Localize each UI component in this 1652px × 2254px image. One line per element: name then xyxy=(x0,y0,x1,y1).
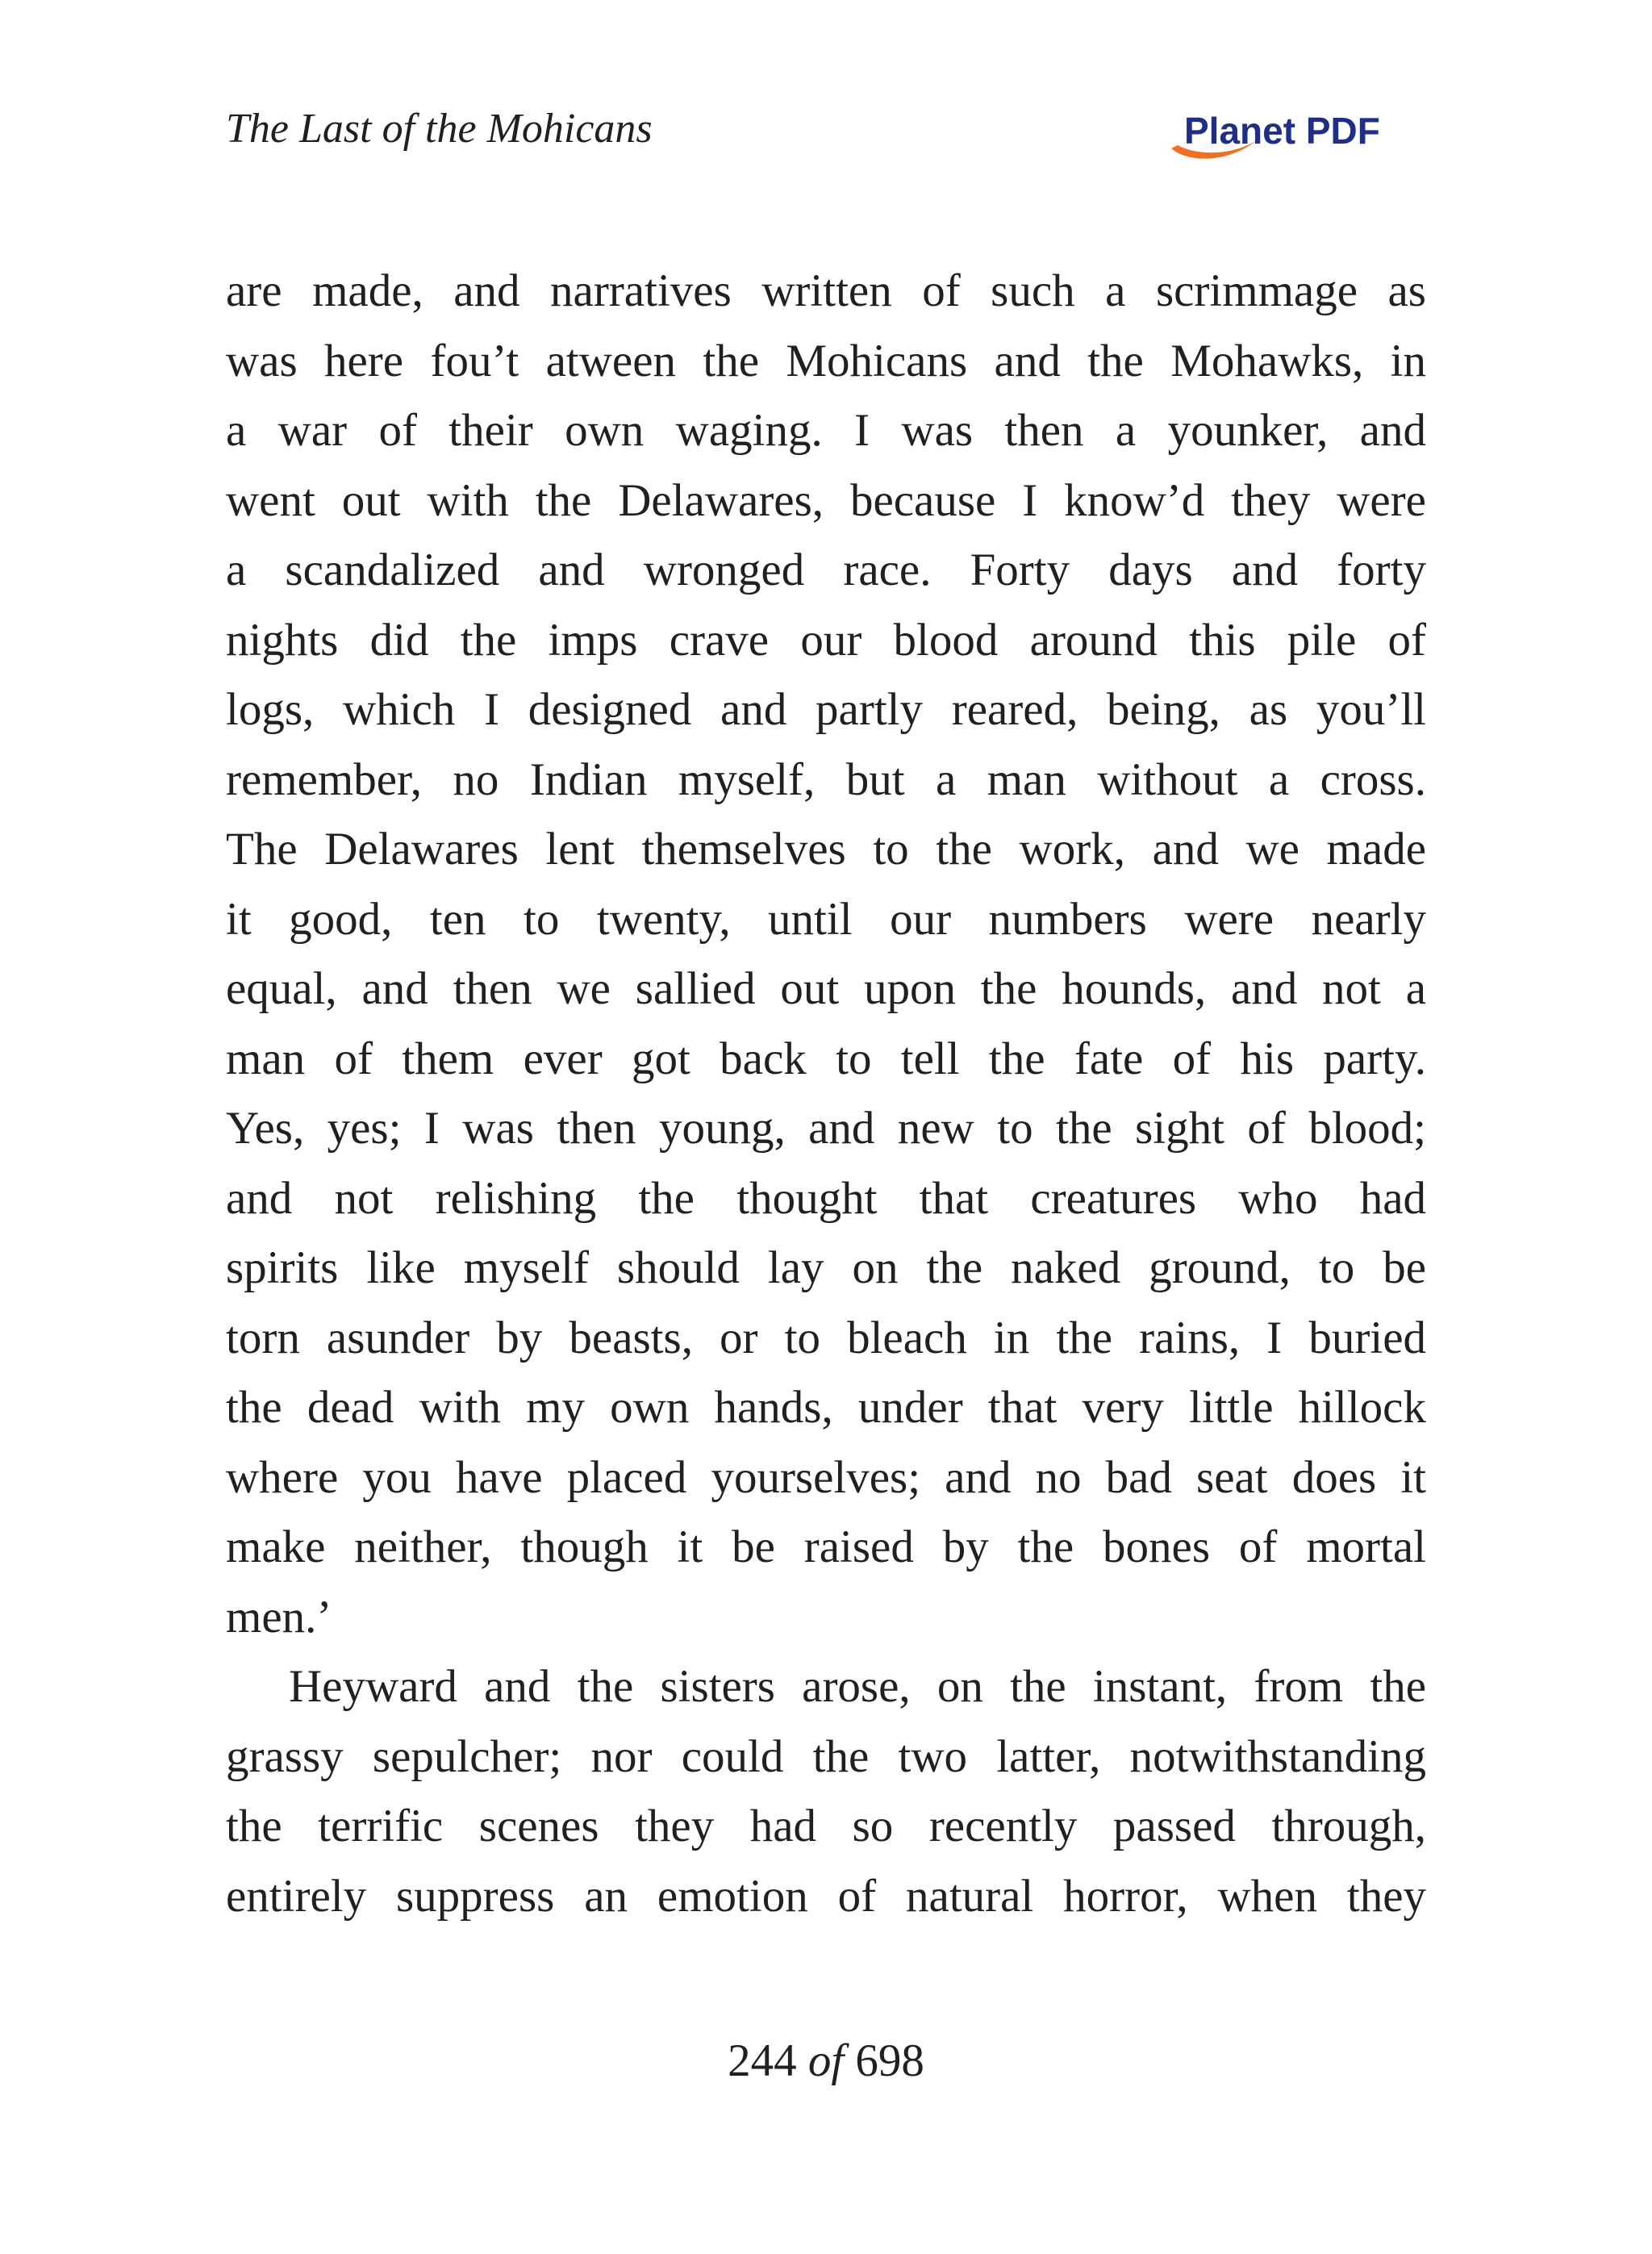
text-line: remember, no Indian myself, but a man without a cross. xyxy=(226,753,1426,805)
page-number-footer xyxy=(0,2033,1652,2089)
text-line: nights did the imps crave our blood around this pile of xyxy=(226,614,1426,666)
text-line: Yes, yes; I was then young, and new to the sight of blood; xyxy=(226,1103,1426,1154)
body-text xyxy=(226,257,1426,1931)
current-page-number: 244 xyxy=(728,2035,797,2086)
text-line: grassy sepulcher; nor could the two latter, notwithstanding xyxy=(226,1730,1426,1782)
text-line: it good, ten to twenty, until our numbers were nearly xyxy=(226,893,1426,945)
text-line: went out with the Delawares, because I know’d they were xyxy=(226,474,1426,526)
paragraph-first-line: Heyward and the sisters arose, on the instant, from the xyxy=(289,1661,1426,1712)
text-line: and not relishing the thought that creatures who had xyxy=(226,1172,1426,1224)
text-line: where you have placed yourselves; and no bad seat does it xyxy=(226,1451,1426,1503)
text-line: was here fou’t atween the Mohicans and the Mohawks, in xyxy=(226,335,1426,386)
text-line: logs, which I designed and partly reared, being, as you’ll xyxy=(226,684,1426,735)
text-line: men.’ xyxy=(226,1591,332,1642)
text-line: spirits like myself should lay on the naked ground, to be xyxy=(226,1242,1426,1293)
text-line: a war of their own waging. I was then a younker, and xyxy=(226,405,1426,456)
text-line: the dead with my own hands, under that very little hillock xyxy=(226,1382,1426,1433)
brand-label: Planet PDF xyxy=(1184,110,1380,152)
total-pages: 698 xyxy=(855,2035,924,2086)
text-line: the terrific scenes they had so recently passed through, xyxy=(226,1801,1426,1851)
of-separator: of xyxy=(807,2035,845,2086)
running-title: The Last of the Mohicans xyxy=(226,106,653,152)
text-line: are made, and narratives written of such a scrimmage as xyxy=(226,265,1426,316)
planet-pdf-logo xyxy=(1166,105,1425,169)
text-line: a scandalized and wronged race. Forty days and forty xyxy=(226,545,1426,595)
text-line: man of them ever got back to tell the fate of his party. xyxy=(226,1033,1426,1084)
text-line: make neither, though it be raised by the bones of mortal xyxy=(226,1521,1426,1572)
text-line: The Delawares lent themselves to the work, and we made xyxy=(226,824,1426,874)
text-line: torn asunder by beasts, or to bleach in the rains, I buried xyxy=(226,1312,1426,1363)
text-line: entirely suppress an emotion of natural horror, when they xyxy=(226,1870,1426,1922)
text-line: equal, and then we sallied out upon the hounds, and not a xyxy=(226,963,1426,1014)
